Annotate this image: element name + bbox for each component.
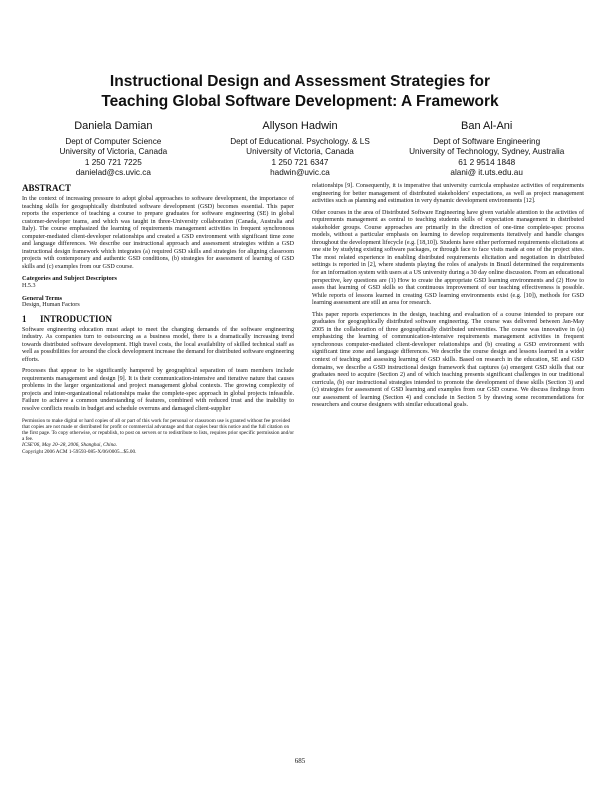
conference-info: ICSE'06, May 20–28, 2006, Shanghai, China. (22, 442, 118, 449)
permission-text: Permission to make digital or hard copies of all or part of this work for personal or classroom use is granted without fee provided that copies are not made or distributed for profit or commercial advantage and that copies bear this notice and the full citation on the first page. To copy otherwise, or republish, to post on servers or to redistribute to lists, requires prior specific permission and/or a fee. (22, 417, 294, 443)
author-dept: Dept of Software Engineering (433, 137, 541, 146)
title-line-1: Instructional Design and Assessment Strategies for (109, 73, 491, 90)
page-number: 685 (294, 757, 306, 765)
author-phone: 61 2 9514 1848 (458, 157, 516, 167)
author-dept: Dept of Educational. Psychology. & LS (230, 137, 370, 146)
author-org: University of Victoria, Canada (59, 147, 168, 157)
author-2 (207, 118, 394, 178)
author-1 (20, 118, 207, 178)
author-name: Allyson Hadwin (262, 120, 338, 132)
author-org: University of Victoria, Canada (246, 147, 354, 157)
intro-heading (22, 314, 294, 325)
left-column (22, 183, 294, 455)
categories-text: H.5.3 (22, 282, 36, 289)
right-column (312, 183, 584, 414)
copyright-line: Copyright 2006 ACM 1-59593-085-X/06/0005...$5.00. (22, 448, 137, 455)
author-name: Daniela Damian (74, 120, 153, 132)
terms-text: Design, Human Factors (22, 302, 80, 309)
author-org: University of Technology, Sydney, Australia (409, 147, 565, 157)
paper-title (40, 72, 560, 112)
right-paragraph-2: Other courses in the area of Distributed Software Engineering have given variable attention to the activities of requirements management as central to teaching students skills of expectation management in distributed stakeholder groups. Course approaches are primarily in the direction of one-time complete-spec process models, without a particular emphasis on learning to develop requirements iteratively and handle changes throughout the development lifecycle (e.g. [18,10]). Students have either performed requirements elicitations at one site by studying existing software packages, or through face to face visits made at one of the project sites. The most related experience in enabling distributed requirements elicitation and negotiation in distributed settings is reported in [2], where students playing the roles of analysts in Brazil determined the requirements for an information system with users at a US university during a 30 day online discussion. From an educational perspective, key questions are (1) How to create the appropriate GSD learning environments and (2) How to asses that learning of GSD skills so that continuous improvement of our teaching effectiveness is possible. While reports of lessons learned in creating GSD learning environments exist (e.g. [10]), methods for GSD learning assessment are still an area for research. (312, 209, 584, 307)
terms-heading: General Terms (22, 294, 63, 302)
author-3 (393, 118, 580, 178)
author-dept: Dept of Computer Science (65, 137, 162, 146)
permission-notice (22, 418, 294, 455)
right-paragraph-1: relationships [9]. Consequently, it is imperative that university curricula emphasize activities of requirements engineering for better management of distributed stakeholders' expectations, as well as project management activities such as planning and estimation in very dynamic development environments [12]. (312, 183, 584, 205)
author-phone: 1 250 721 6347 (271, 157, 329, 167)
author-phone: 1 250 721 7225 (84, 157, 142, 167)
intro-heading-text: INTRODUCTION (40, 313, 113, 324)
title-line-2: Teaching Global Software Development: A Framework (101, 93, 499, 110)
categories-heading: Categories and Subject Descriptors (22, 275, 117, 283)
abstract-heading: ABSTRACT (22, 183, 72, 193)
intro-section-number: 1 (22, 313, 27, 324)
author-name: Ban Al-Ani (460, 120, 513, 132)
intro-paragraph-1: Software engineering education must adapt to meet the changing demands of the software engineering industry. As companies turn to outsourcing as a business model, there is a dramatically increasing trend towards distributed software development. High travel costs, the local availability of skilled technical staff as well as possibilities for around the clock development increase the demand for distributed software engineering efforts. (22, 326, 294, 363)
author-email: hadwin@uvic.ca (270, 167, 330, 177)
intro-paragraph-2: Processes that appear to be significantly hampered by geographical separation of team members include requirements management and design [9]. It is their communication-intensive and iterative nature that causes problems in the larger organizational and project management global contexts. The growing complexity of projects and inter-organizational relationships make the complete-spec approach in global projects infeasible. Failure to achieve a common understanding of features, combined with reduced trust and the inability to resolve conflicts results in budget and schedule overruns and damaged client-supplier (22, 368, 294, 413)
author-email: danielad@cs.uvic.ca (75, 167, 151, 177)
author-email: alani@ it.uts.edu.au (450, 167, 523, 177)
author-block (20, 118, 580, 178)
right-paragraph-3: This paper reports experiences in the design, teaching and evaluation of a course intended to prepare our graduates for geographically distributed software engineering. The course was delivered between Jan-May 2005 in the collaboration of three geographically distributed universities. The course was innovative in (a) emphasizing the learning of communication-intensive requirements management activities in frequent synchronous computer-mediated client-developer relationships and (b) creating a GSD environment with significant time zone and language differences. We describe the course design and lessons learned in a wider context of teaching and assessing learning of GSD skills. Based on research in the education, SE and GSD domains, we describe a GSD instructional design framework that captures (a) emergent GSD skills that our graduates need to acquire (Section 2) and of which teaching presents significant challenges in our traditional curricula, (b) our instructional strategies intended to promote the development of these skills (Section 3) and (c) strategies for assessment of GSD learning and examples from our GSD course. We discuss findings from our assessment of learning (Section 4) and conclude in Section 5 by drawing some recommendations for researchers and course designers with similar educational goals. (312, 311, 584, 409)
abstract-text: In the context of increasing pressure to adopt global approaches to software development, the importance of teaching skills for geographically distributed software development (GSD) becomes essential. This paper reports the experience of teaching a course to prepare graduates for software engineering (SE) in global customer-developer teams, and which was taught in three-University collaboration (Canada, Australia and Italy). The course emphasized the learning of requirements management activities in frequent synchronous computer-mediated client-developer relationships and created a GSD environment with significant time zone and language differences. We describe our instructional approach and assessment strategies within a GSD instructional design framework which integrates (a) required GSD skills and strategies for aligning classroom projects with contemporary and authentic GSD conditions, (b) strategies for assessment of learning of GSD skills and (c) examples from our GSD course. (22, 196, 294, 270)
